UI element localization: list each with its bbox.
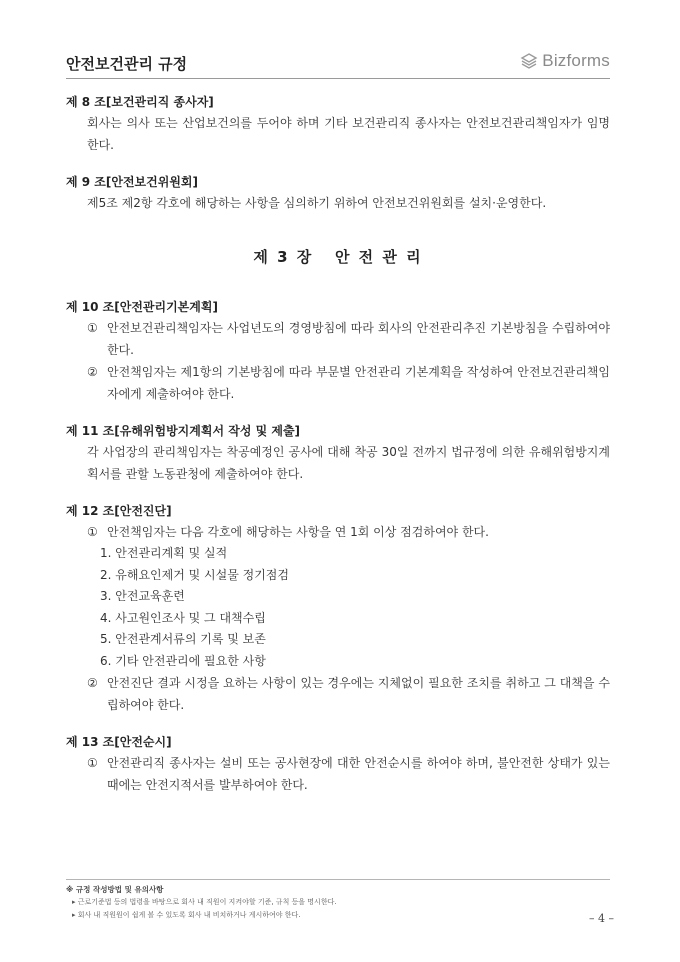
clause [66,521,610,543]
stacked-layers-icon [520,52,538,70]
article-body: 각 사업장의 관리책임자는 착공예정인 공사에 대해 착공 30일 전까지 법규정에 의한 유해위험방지계획서를 관할 노동관청에 제출하여야 한다. [87,445,610,481]
clause-number: ① [87,525,98,539]
article-body: 제5조 제2항 각호에 해당하는 사항을 심의하기 위하여 안전보건위원회를 설치·운영한다. [87,196,547,210]
article-12 [66,501,610,716]
article-title: 제 10 조[안전관리기본계획] [66,300,218,314]
clause [66,361,610,405]
clause-text: 안전책임자는 다음 각호에 해당하는 사항을 연 1회 이상 점검하여야 한다. [107,525,489,539]
document-title: 안전보건관리 규정 [66,55,188,73]
brand-name: Bizforms [542,51,610,70]
list-item: 3. 안전교육훈련 [100,589,185,603]
clause [66,672,610,716]
clause-text: 안전진단 결과 시정을 요하는 사항이 있는 경우에는 지체없이 필요한 조치를 취하고 그 대책을 수립하여야 한다. [107,676,610,712]
page-number: – 4 – [589,912,614,925]
clause-number: ② [87,365,98,379]
article-10 [66,297,610,405]
clause-number: ② [87,676,98,690]
page-header [66,50,610,79]
clause-number: ① [87,321,98,335]
article-11 [66,421,610,485]
footnote-item: ▸ 회사 내 직원원이 쉽게 볼 수 있도록 회사 내 비치하거나 게시하여야 한다. [72,911,301,919]
footnote-item: ▸ 근로기준법 등의 법령을 바탕으로 회사 내 직원이 지켜야할 기준, 규칙 등을 명시한다. [72,898,337,906]
list-item: 2. 유해요인제거 및 시설물 정기점검 [100,567,289,582]
list-item: 4. 사고원인조사 및 그 대책수립 [100,610,266,625]
brand-logo [520,51,610,71]
article-title: 제 8 조[보건관리직 종사자] [66,95,214,109]
article-title: 제 11 조[유해위험방지계획서 작성 및 제출] [66,424,301,438]
clause [66,317,610,361]
chapter-heading: 제 3 장 안 전 관 리 [253,248,423,266]
article-9 [66,172,610,214]
article-8 [66,92,610,156]
article-13 [66,732,610,796]
article-body: 회사는 의사 또는 산업보건의를 두어야 하며 기타 보건관리직 종사자는 안전보건관리책임자가 임명한다. [87,116,610,152]
list-item: 1. 안전관리계획 및 실적 [100,546,228,560]
article-title: 제 12 조[안전진단] [66,504,172,518]
footnote [66,879,610,922]
document-body [66,92,610,812]
article-title: 제 9 조[안전보건위원회] [66,175,199,189]
clause-text: 안전책임자는 제1항의 기본방침에 따라 부문별 안전관리 기본계획을 작성하여 안전보건관리책임자에게 제출하여야 한다. [107,365,610,401]
clause-number: ① [87,756,98,770]
clause-text: 안전관리직 종사자는 설비 또는 공사현장에 대한 안전순시를 하여야 하며, 불안전한 상태가 있는 때에는 안전지적서를 발부하여야 한다. [107,756,610,792]
footnote-title: ※ 규정 작성방법 및 유의사항 [66,885,164,894]
list-item: 6. 기타 안전관리에 필요한 사항 [100,653,266,668]
article-title: 제 13 조[안전순시] [66,735,172,749]
clause-text: 안전보건관리책임자는 사업년도의 경영방침에 따라 회사의 안전관리추진 기본방침을 수립하여야 한다. [107,321,610,357]
clause [66,752,610,796]
list-item: 5. 안전관계서류의 기록 및 보존 [100,632,266,646]
